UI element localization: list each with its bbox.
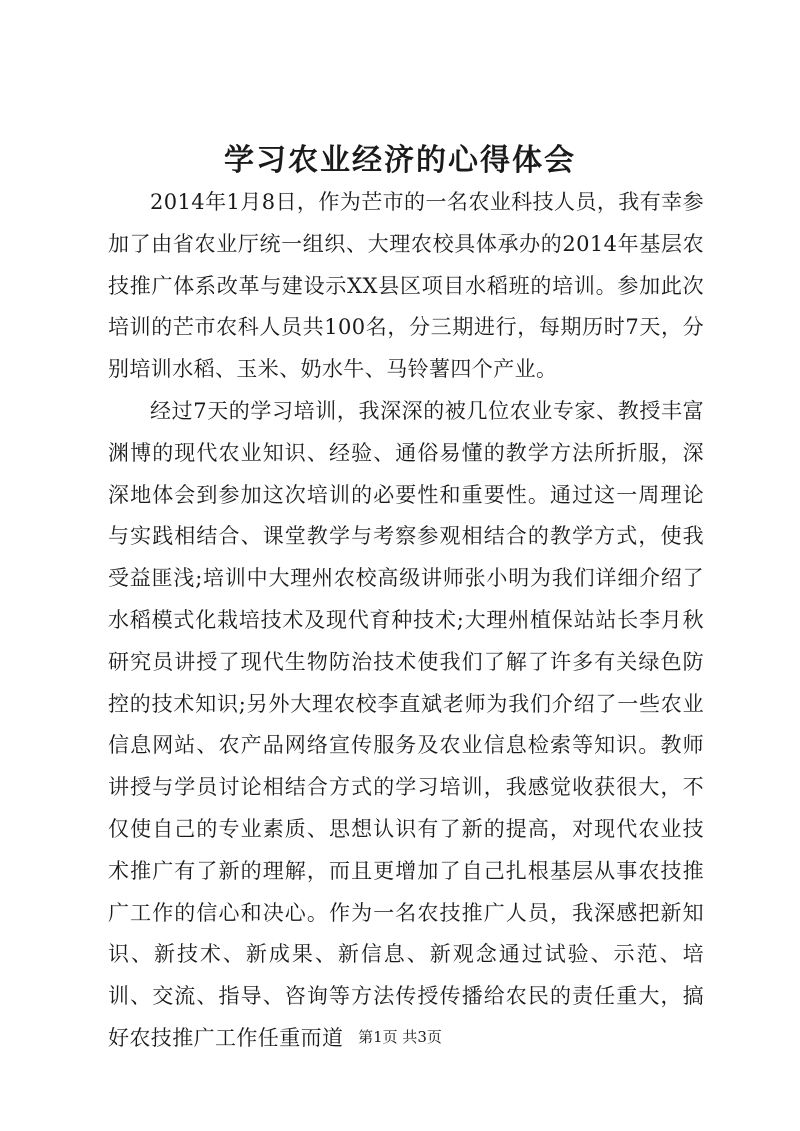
paragraph-2: 经过7天的学习培训，我深深的被几位农业专家、教授丰富渊博的现代农业知识、经验、通俗易懂的教学方法所折服，深深地体会到参加这次培训的必要性和重要性。通过这一周理论与实践相结合、课堂教学与考察参观相结合的教学方式，使我受益匪浅;培训中大理州农校高级讲师张小明为我们详细介绍了水稻模式化栽培技术及现代育种技术;大理州植保站站长李月秋研究员讲授了现代生物防治技术使我们了解了许多有关绿色防控的技术知识;另外大理农校李直斌老师为我们介绍了一些农业信息网站、农产品网络宣传服务及农业信息检索等知识。教师讲授与学员讨论相结合方式的学习培训，我感觉收获很大，不仅使自己的专业素质、思想认识有了新的提高，对现代农业技术推广有了新的理解，而且更增加了自己扎根基层从事农技推广工作的信心和决心。作为一名农技推广人员，我深感把新知识、新技术、新成果、新信息、新观念通过试验、示范、培训、交流、指导、咨询等方法传授传播给农民的责任重大，搞好农技推广工作任重而道 [108,398,704,1050]
page-number: 第1页 共3页 [358,1028,442,1046]
document-title: 学习农业经济的心得体会 [224,143,576,178]
paragraph-1: 2014年1月8日，作为芒市的一名农业科技人员，我有幸参加了由省农业厅统一组织、大理农校具体承办的2014年基层农技推广体系改革与建设示XX县区项目水稻班的培训。参加此次培训的芒市农科人员共100名，分三期进行，每期历时7天，分别培训水稻、玉米、奶水牛、马铃薯四个产业。 [108,190,704,382]
document-body [108,182,704,1060]
